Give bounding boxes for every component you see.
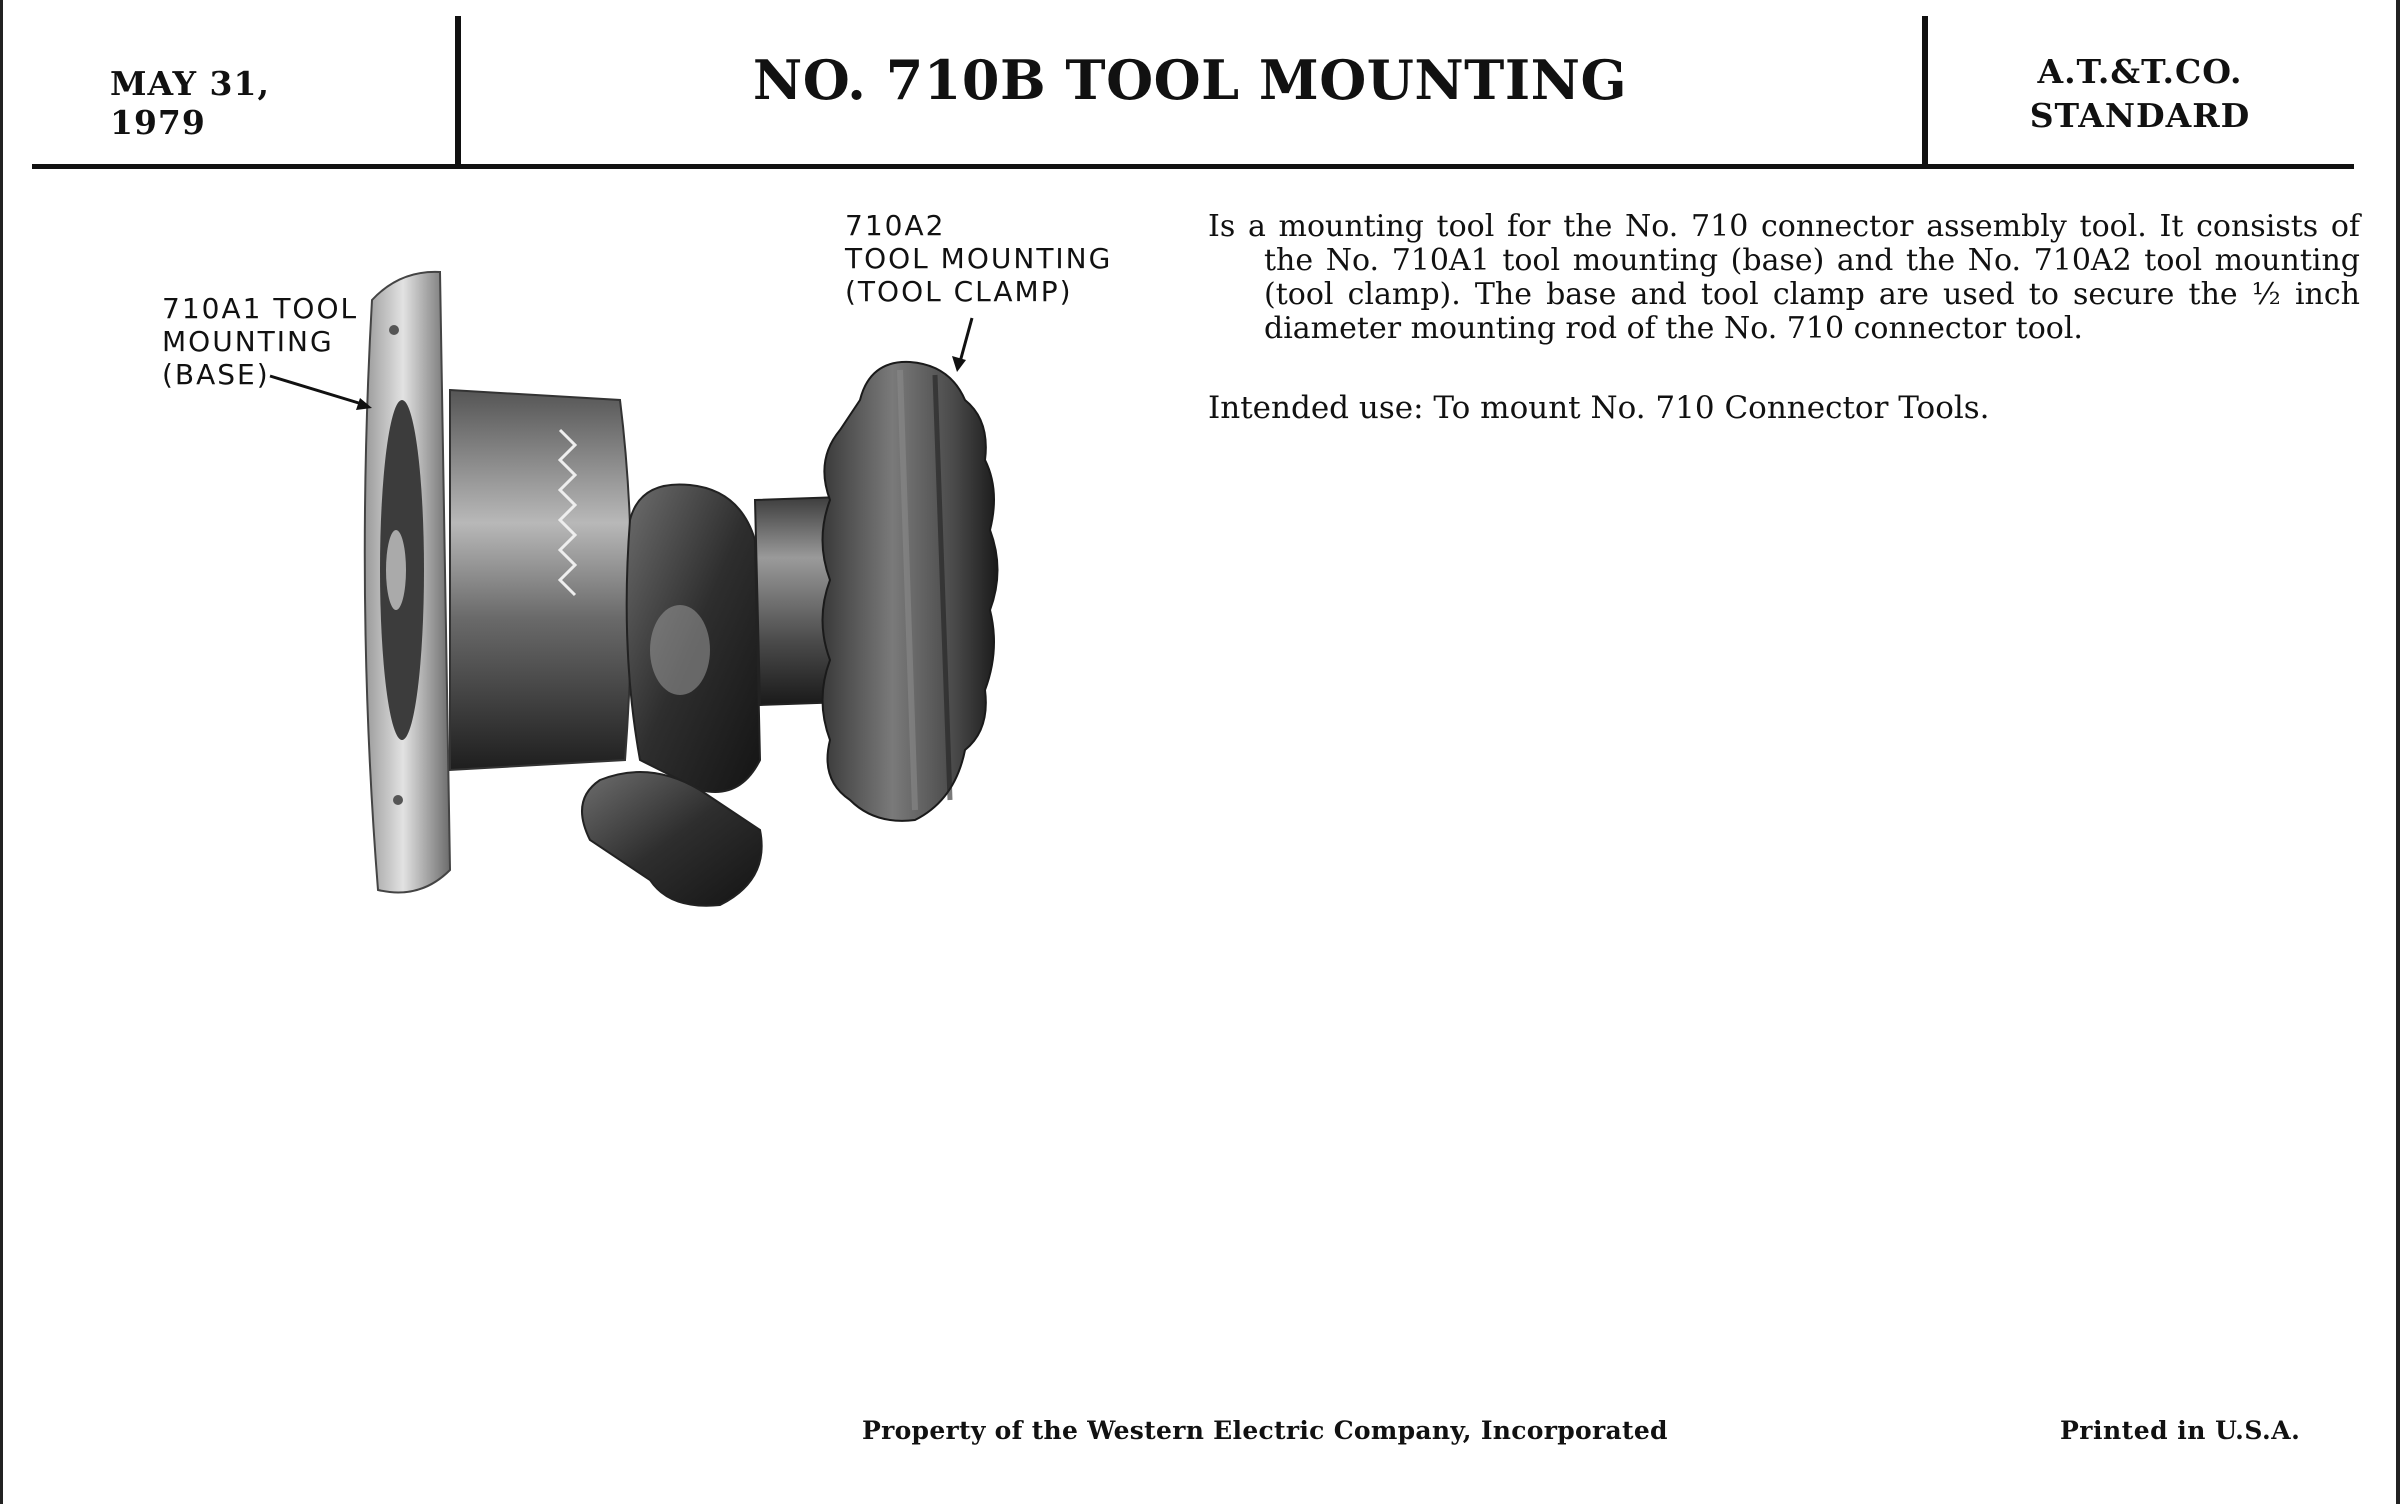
intended-use: Intended use: To mount No. 710 Connector Tools. [1208,390,1990,426]
base-body [450,390,631,770]
description-paragraph: Is a mounting tool for the No. 710 connector assembly tool. It consists of the No. 710A1 tool mounting (base) and the No. 710A2 tool mounting (tool clamp). The base and tool clamp are used to secure the ½ inch diameter mounting rod of the No. 710 connector tool. [1208,209,2360,346]
footer-printed: Printed in U.S.A. [2060,1416,2301,1445]
page-title: NO. 710B TOOL MOUNTING [752,48,1628,112]
clamp-knob [823,362,998,821]
standard-line-1: A.T.&T.CO. [2037,52,2243,91]
callout-clamp-label: 710A2 TOOL MOUNTING (TOOL CLAMP) [845,209,1113,308]
header-date: MAY 31, 1979 [110,64,270,142]
standard-line-2: STANDARD [2029,96,2251,135]
callout-base-label: 710A1 TOOL MOUNTING (BASE) [162,292,359,391]
base-plate [365,272,450,893]
footer-property-notice: Property of the Western Electric Company, Incorporated [862,1416,1668,1445]
